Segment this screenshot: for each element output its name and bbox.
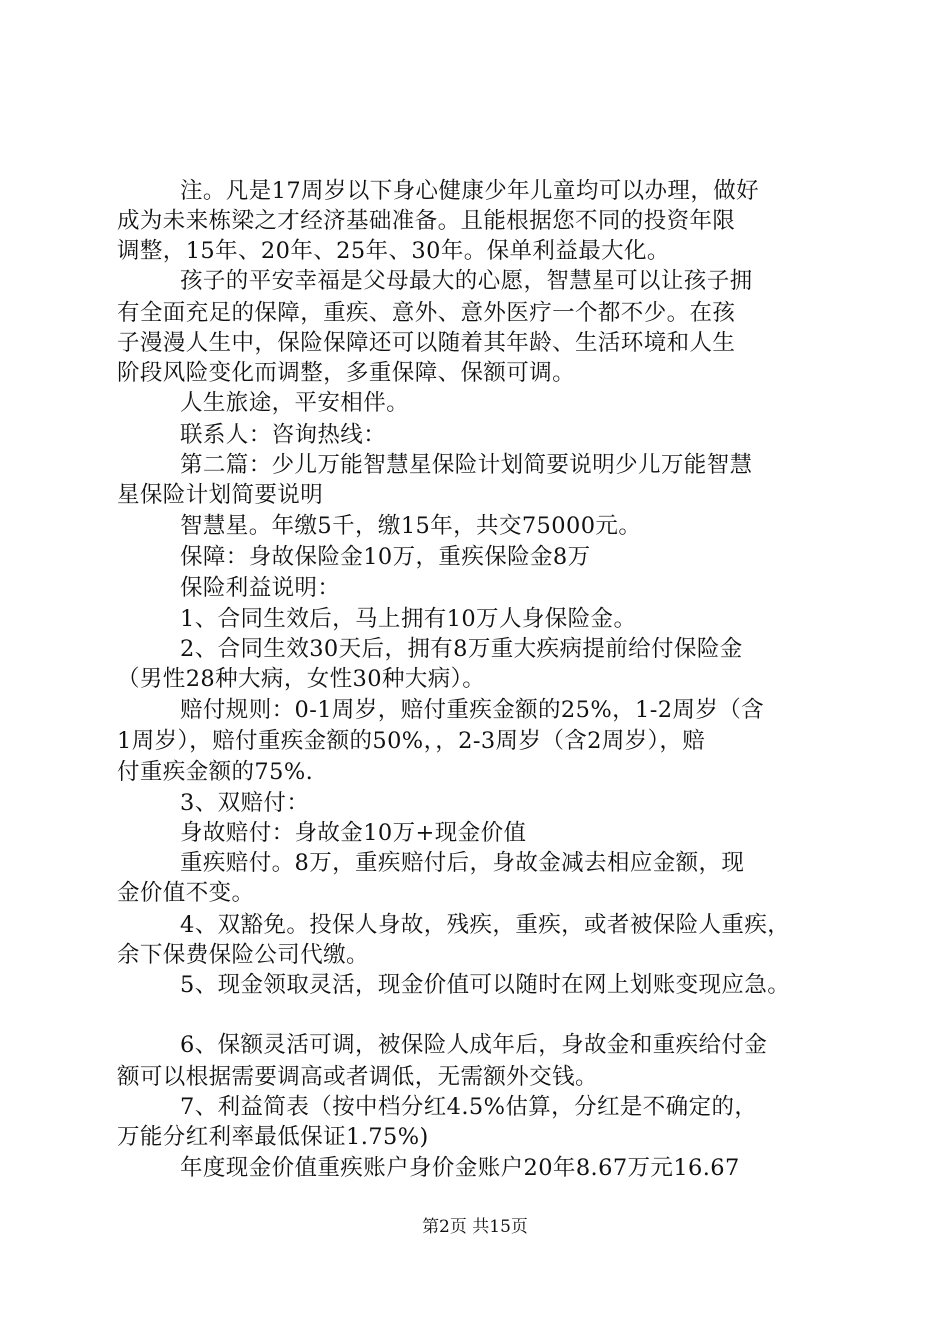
paragraph-line: 3、双赔付： <box>180 790 310 816</box>
paragraph-line: 人生旅途，平安相伴。 <box>180 390 410 416</box>
paragraph-line: 余下保费保险公司代缴。 <box>117 942 369 968</box>
paragraph-line: 4、双豁免。投保人身故，残疾，重疾，或者被保险人重疾， <box>180 912 791 938</box>
paragraph-line: 联系人：咨询热线： <box>180 422 387 448</box>
paragraph-line: 6、保额灵活可调，被保险人成年后，身故金和重疾给付金 <box>180 1032 768 1058</box>
paragraph-line: 年度现金价值重疾账户身价金账户20年8.67万元16.67 <box>180 1155 740 1181</box>
paragraph-line: 身故赔付：身故金10万+现金价值 <box>180 820 527 846</box>
paragraph-line: 注。凡是17周岁以下身心健康少年儿童均可以办理，做好 <box>180 178 760 204</box>
paragraph-line: 智慧星。年缴5千，缴15年，共交75000元。 <box>180 513 642 539</box>
paragraph-line: 付重疾金额的75%. <box>117 759 314 785</box>
paragraph-line: 赔付规则：0-1周岁，赔付重疾金额的25%，1-2周岁（含 <box>180 697 765 723</box>
paragraph-line: 阶段风险变化而调整，多重保障、保额可调。 <box>117 360 576 386</box>
paragraph-line: 保障：身故保险金10万，重疾保险金8万 <box>180 544 591 570</box>
paragraph-line: 额可以根据需要调高或者调低，无需额外交钱。 <box>117 1064 598 1090</box>
paragraph-line: 7、利益简表（按中档分红4.5%估算，分红是不确定的， <box>180 1094 758 1120</box>
paragraph-line: （男性28种大病，女性30种大病）。 <box>117 666 486 692</box>
paragraph-line: 2、合同生效30天后，拥有8万重大疾病提前给付保险金 <box>180 636 743 662</box>
paragraph-line: 星保险计划简要说明 <box>117 482 324 508</box>
paragraph-line: 1周岁），赔付重疾金额的50%，，2-3周岁（含2周岁），赔 <box>117 728 706 754</box>
paragraph-line: 万能分红利率最低保证1.75%) <box>117 1124 429 1150</box>
paragraph-line: 1、合同生效后，马上拥有10万人身保险金。 <box>180 606 637 632</box>
paragraph-line: 重疾赔付。8万，重疾赔付后，身故金减去相应金额，现 <box>180 850 745 876</box>
paragraph-line: 成为未来栋梁之才经济基础准备。且能根据您不同的投资年限 <box>117 208 736 234</box>
paragraph-line: 调整，15年、20年、25年、30年。保单利益最大化。 <box>117 238 670 264</box>
paragraph-line: 5、现金领取灵活，现金价值可以随时在网上划账变现应急。 <box>180 972 791 998</box>
paragraph-line: 孩子的平安幸福是父母最大的心愿，智慧星可以让孩子拥 <box>180 268 753 294</box>
paragraph-line: 子漫漫人生中，保险保障还可以随着其年龄、生活环境和人生 <box>117 330 736 356</box>
paragraph-line: 保险利益说明： <box>180 575 341 601</box>
page-number-footer: 第2页 共15页 <box>422 1217 528 1237</box>
paragraph-line: 有全面充足的保障，重疾、意外、意外医疗一个都不少。在孩 <box>117 300 736 326</box>
paragraph-line: 第二篇：少儿万能智慧星保险计划简要说明少儿万能智慧 <box>180 452 753 478</box>
paragraph-line: 金价值不变。 <box>117 880 255 906</box>
